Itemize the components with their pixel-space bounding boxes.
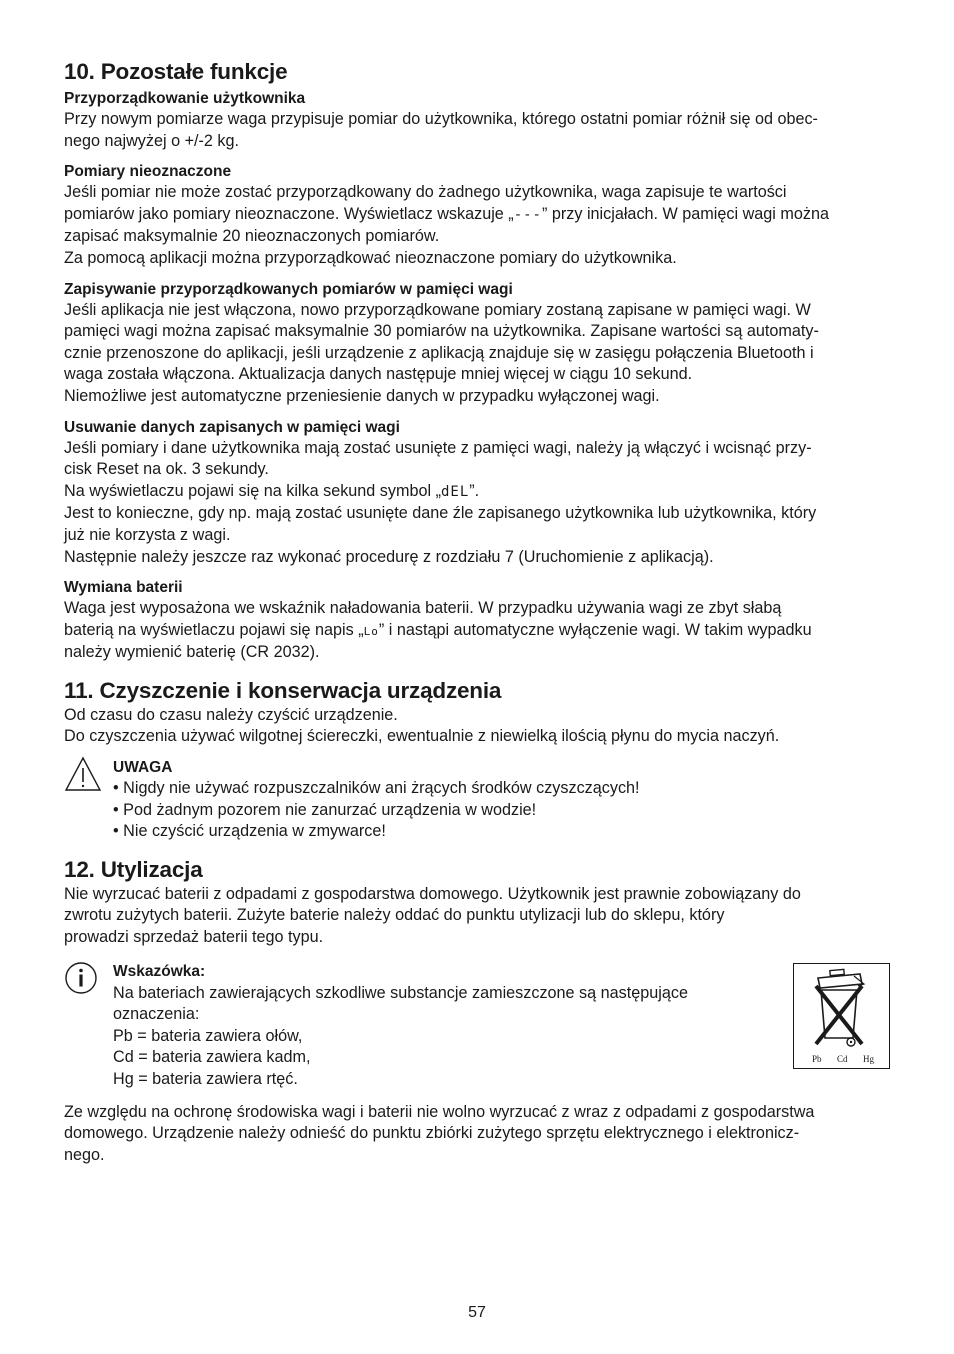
text-line: Nie wyrzucać baterii z odpadami z gospodarstwa domowego. Użytkownik jest prawnie zobowiązany do xyxy=(64,884,801,903)
paragraph-unassigned xyxy=(64,182,890,269)
text-line: zapisać maksymalnie 20 nieoznaczonych pomiarów. xyxy=(64,227,440,246)
text-line: ” i nastąpi automatyczne wyłączenie wagi. W takim wypadku xyxy=(378,620,812,639)
display-symbol-del: dEL xyxy=(440,483,470,500)
text-line: Pb = bateria zawiera ołów, xyxy=(113,1026,303,1045)
section-12-title: 12. Utylizacja xyxy=(64,856,203,882)
text-line: ” przy inicjałach. W pamięci wagi można xyxy=(541,204,829,223)
paragraph-cleaning xyxy=(64,705,890,748)
list-item: • Pod żadnym pozorem nie zanurzać urządzenia w wodzie! xyxy=(113,800,537,819)
subheading-saving: Zapisywanie przyporządkowanych pomiarów w pamięci wagi xyxy=(64,280,513,298)
note-box xyxy=(64,961,890,1091)
label-cd: Cd xyxy=(837,1053,848,1064)
text-line: Przy nowym pomiarze waga przypisuje pomiar do użytkownika, którego ostatni pomiar różnił się od obec- xyxy=(64,110,818,128)
text-line: Niemożliwe jest automatyczne przeniesienie danych w przypadku wyłączonej wagi. xyxy=(64,386,660,405)
paragraph-disposal xyxy=(64,884,890,949)
warning-box xyxy=(64,758,890,843)
text-line: pamięci wagi można zapisać maksymalnie 30 pomiarów na użytkownika. Zapisane wartości są automaty- xyxy=(64,322,819,341)
document-page xyxy=(64,58,890,1166)
paragraph-saving xyxy=(64,300,890,408)
display-symbol-dashes: --- xyxy=(513,206,542,223)
paragraph-environment xyxy=(64,1102,890,1167)
text-line: Od czasu do czasu należy czyścić urządzenie. xyxy=(64,705,398,724)
text-line: Na wyświetlaczu pojawi się na kilka sekund symbol „ xyxy=(64,481,441,500)
list-item: • Nie czyścić urządzenia w zmywarce! xyxy=(113,822,386,841)
text-line: Do czyszczenia używać wilgotnej ściereczki, ewentualnie z niewielką ilością płynu do mycia naczyń. xyxy=(64,727,780,746)
text-line: oznaczenia: xyxy=(113,1005,200,1024)
text-line: Za pomocą aplikacji można przyporządkować nieoznaczone pomiary do użytkownika. xyxy=(64,248,677,267)
crossed-bin-icon xyxy=(794,964,889,1068)
note-title: Wskazówka: xyxy=(113,962,206,980)
warning-title: UWAGA xyxy=(113,759,173,777)
text-line: domowego. Urządzenie należy odnieść do punktu zbiórki zużytego sprzętu elektrycznego i elektronicz- xyxy=(64,1124,800,1143)
text-line: Jest to konieczne, gdy np. mają zostać usunięte dane źle zapisanego użytkownika lub użytkownika, który xyxy=(64,504,817,523)
text-line: nego. xyxy=(64,1145,105,1164)
text-line: baterią na wyświetlaczu pojawi się napis „ xyxy=(64,620,364,639)
text-line: Jeśli pomiar nie może zostać przyporządkowany do żadnego użytkownika, waga zapisuje te wartości xyxy=(64,183,787,202)
list-item: • Nigdy nie używać rozpuszczalników ani żrących środków czyszczących! xyxy=(113,779,640,798)
text-line: Waga jest wyposażona we wskaźnik naładowania baterii. W przypadku używania wagi ze zbyt słabą xyxy=(64,599,782,618)
display-symbol-lo: Lo xyxy=(363,624,379,638)
section-11-title: 11. Czyszczenie i konserwacja urządzenia xyxy=(64,677,502,703)
info-icon xyxy=(64,961,98,1000)
warning-triangle-icon xyxy=(64,756,102,797)
subheading-battery: Wymiana baterii xyxy=(64,579,183,597)
text-line: prowadzi sprzedaż baterii tego typu. xyxy=(64,928,324,947)
paragraph-user-assignment xyxy=(64,109,890,152)
text-line: należy wymienić baterię (CR 2032). xyxy=(64,643,320,662)
paragraph-battery xyxy=(64,598,890,664)
text-line: Na bateriach zawierających szkodliwe substancje zamieszczone są następujące xyxy=(113,983,688,1002)
crossed-bin-battery-symbol xyxy=(793,963,890,1069)
subheading-unassigned: Pomiary nieoznaczone xyxy=(64,163,232,181)
text-line: Hg = bateria zawiera rtęć. xyxy=(113,1070,298,1088)
text-line: Jeśli aplikacja nie jest włączona, nowo przyporządkowane pomiary zostaną zapisane w pamięci wagi. W xyxy=(64,300,811,319)
page-number: 57 xyxy=(468,1304,486,1321)
text-line: nego najwyżej o +/-2 kg. xyxy=(64,131,240,150)
text-line: zwrotu zużytych baterii. Zużyte baterie należy oddać do punktu utylizacji lub do sklepu, który xyxy=(64,906,725,925)
label-pb: Pb xyxy=(812,1053,822,1064)
text-line: Jeśli pomiary i dane użytkownika mają zostać usunięte z pamięci wagi, należy ją włączyć i wcisnąć przy- xyxy=(64,438,812,457)
text-line: pomiarów jako pomiary nieoznaczone. Wyświetlacz wskazuje „ xyxy=(64,204,514,223)
text-line: Następnie należy jeszcze raz wykonać procedurę z rozdziału 7 (Uruchomienie z aplikacją). xyxy=(64,547,714,566)
paragraph-deleting xyxy=(64,438,890,569)
text-line: Cd = bateria zawiera kadm, xyxy=(113,1048,311,1067)
section-10-title: 10. Pozostałe funkcje xyxy=(64,59,288,84)
text-line: cznie przenoszone do aplikacji, jeśli urządzenie z aplikacją znajduje się w zasięgu połączenia Bluetooth i xyxy=(64,343,814,362)
warning-list xyxy=(113,778,890,843)
text-line: cisk Reset na ok. 3 sekundy. xyxy=(64,460,269,479)
label-hg: Hg xyxy=(863,1053,874,1064)
text-line: Ze względu na ochronę środowiska wagi i baterii nie wolno wyrzucać z wraz z odpadami z gospodarstwa xyxy=(64,1102,815,1121)
text-line: waga została włączona. Aktualizacja danych następuje mniej więcej w ciągu 10 sekund. xyxy=(64,365,693,384)
text-line: ”. xyxy=(469,481,480,500)
subheading-deleting: Usuwanie danych zapisanych w pamięci wagi xyxy=(64,418,400,436)
subheading-user-assignment: Przyporządkowanie użytkownika xyxy=(64,90,306,107)
text-line: już nie korzysta z wagi. xyxy=(64,525,231,544)
note-text xyxy=(113,983,890,1091)
